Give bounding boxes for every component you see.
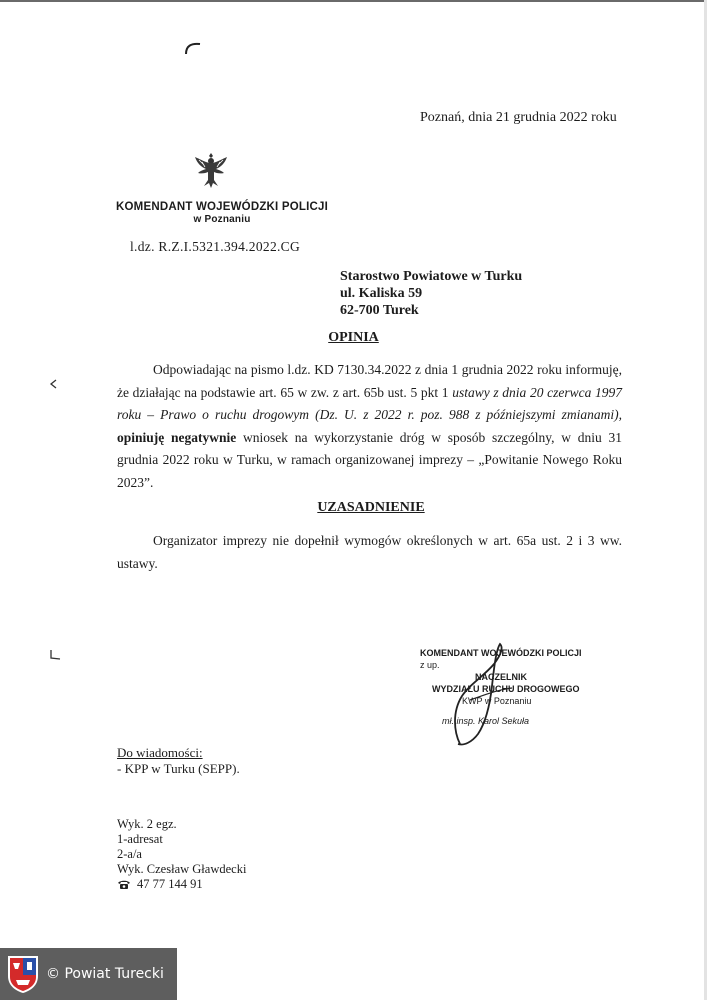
recipient-line: ul. Kaliska 59 bbox=[340, 286, 423, 301]
watermark-text: © Powiat Turecki bbox=[46, 966, 164, 982]
stamp-line: NACZELNIK bbox=[475, 672, 527, 682]
scan-mark bbox=[183, 40, 203, 56]
stamp-line: z up. bbox=[420, 660, 440, 670]
coat-of-arms-icon bbox=[6, 954, 40, 994]
scan-mark bbox=[48, 648, 62, 662]
authority-city: w Poznaniu bbox=[193, 214, 251, 225]
watermark-banner bbox=[0, 948, 177, 1000]
justification-text: Organizator imprezy nie dopełnił wymogów określonych w art. 65a ust. 2 i 3 ww. ustawy. bbox=[117, 533, 622, 571]
polish-eagle-icon bbox=[192, 150, 230, 192]
phone-number: 47 77 144 91 bbox=[137, 877, 203, 891]
stamp-signatory: mł. insp. Karol Sekuła bbox=[442, 716, 530, 726]
opinion-body bbox=[117, 359, 622, 494]
authority-block bbox=[112, 201, 332, 225]
stamp-line: WYDZIAŁU RUCHU DROGOWEGO bbox=[432, 684, 580, 694]
opinion-text-end: wniosek na wykorzystanie dróg w sposób szczególny, w dniu 31 grudnia 2022 roku w Turku, w ramach organizowanej imprezy – „Powitanie Nowego Roku 2023”. bbox=[117, 429, 622, 490]
recipient-line: Starostwo Powiatowe w Turku bbox=[340, 269, 523, 284]
justification-title: UZASADNIENIE bbox=[317, 500, 425, 515]
copies-line: Wyk. 2 egz. bbox=[117, 817, 177, 831]
distribution-item: - KPP w Turku (SEPP). bbox=[117, 761, 240, 776]
copy-line: 2-a/a bbox=[117, 847, 142, 861]
opinion-title: OPINIA bbox=[328, 330, 379, 345]
recipient-line: 62-700 Turek bbox=[340, 303, 419, 318]
stamp-line: KWP w Poznaniu bbox=[462, 696, 532, 706]
handwritten-signature bbox=[440, 640, 530, 750]
copy-line: 1-adresat bbox=[117, 832, 163, 846]
opinion-legal-basis: ustawy z dnia 20 czerwca 1997 roku – Prawo o ruchu drogowym (Dz. U. z 2022 r. poz. 988 z późniejszymi zmianami), bbox=[117, 384, 623, 422]
recipient-address bbox=[340, 268, 522, 319]
authority-title: KOMENDANT WOJEWÓDZKI POLICJI bbox=[116, 201, 328, 213]
opinion-text: Odpowiadając na pismo l.dz. KD 7130.34.2022 z dnia 1 grudnia 2022 roku informuję, że działając na podstawie art. 65 w zw. z art. 65b ust. 5 pkt 1 bbox=[117, 362, 622, 400]
distribution-heading: Do wiadomości: bbox=[117, 745, 203, 760]
telephone-icon bbox=[117, 879, 131, 890]
opinion-decision: opiniuję negatywnie bbox=[117, 429, 237, 445]
phone-line bbox=[117, 877, 246, 892]
prepared-by bbox=[117, 817, 246, 892]
stamp-line: KOMENDANT WOJEWÓDZKI POLICJI bbox=[420, 648, 582, 658]
place-date: Poznań, dnia 21 grudnia 2022 roku bbox=[420, 110, 617, 125]
scan-mark bbox=[48, 378, 60, 390]
author-line: Wyk. Czesław Gławdecki bbox=[117, 862, 247, 876]
scan-edge-top bbox=[0, 0, 707, 2]
reference-number: l.dz. R.Z.I.5321.394.2022.CG bbox=[130, 239, 301, 254]
justification-body bbox=[117, 530, 622, 575]
distribution-list bbox=[117, 745, 240, 777]
